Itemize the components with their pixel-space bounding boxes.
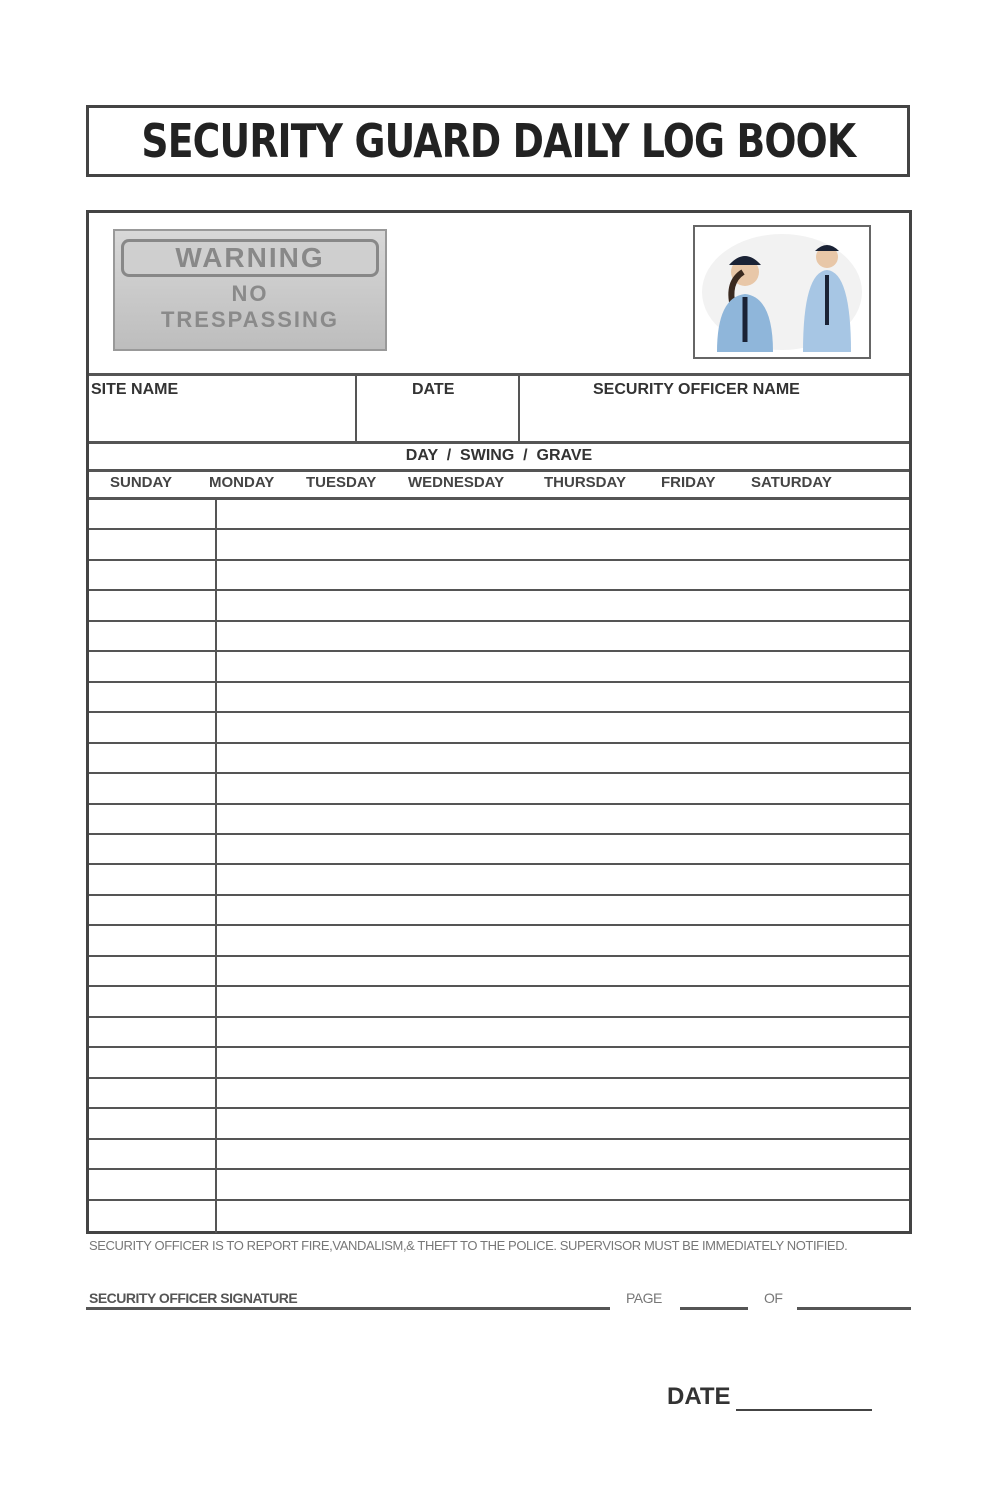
day-tuesday[interactable]: TUESDAY [306, 474, 377, 491]
table-row[interactable] [89, 652, 909, 682]
log-form [86, 210, 912, 1234]
table-row[interactable] [89, 1048, 909, 1078]
site-name-field[interactable] [91, 393, 353, 439]
warning-text: WARNING [121, 239, 379, 277]
day-friday[interactable]: FRIDAY [661, 474, 716, 491]
table-row[interactable] [89, 835, 909, 865]
date-field[interactable] [359, 393, 516, 439]
table-row[interactable] [89, 530, 909, 560]
table-row[interactable] [89, 713, 909, 743]
table-row[interactable] [89, 957, 909, 987]
day-monday[interactable]: MONDAY [209, 474, 275, 491]
table-row[interactable] [89, 1201, 909, 1231]
table-row[interactable] [89, 1109, 909, 1139]
total-pages-line[interactable] [797, 1307, 911, 1310]
day-wednesday[interactable]: WEDNESDAY [408, 474, 505, 491]
signature-label: SECURITY OFFICER SIGNATURE [89, 1290, 298, 1306]
table-row[interactable] [89, 774, 909, 804]
table-row[interactable] [89, 622, 909, 652]
bottom-date-line[interactable] [736, 1409, 872, 1411]
table-row[interactable] [89, 1079, 909, 1109]
table-row[interactable] [89, 1170, 909, 1200]
security-officers-photo [693, 225, 871, 359]
of-label: OF [764, 1290, 783, 1306]
bottom-date-label: DATE [667, 1383, 731, 1410]
reporting-note: SECURITY OFFICER IS TO REPORT FIRE,VANDALISM,& THEFT TO THE POLICE. SUPERVISOR MUST BE IMMEDIATELY NOTIFIED. [89, 1238, 848, 1253]
table-row[interactable] [89, 591, 909, 621]
table-row[interactable] [89, 805, 909, 835]
signature-line[interactable] [86, 1307, 610, 1310]
page-number-line[interactable] [680, 1307, 748, 1310]
day-saturday[interactable]: SATURDAY [751, 474, 832, 491]
table-row[interactable] [89, 866, 909, 896]
table-row[interactable] [89, 1018, 909, 1048]
shift-options[interactable]: DAY / SWING / GRAVE [405, 447, 593, 464]
table-row[interactable] [89, 561, 909, 591]
page-title: SECURITY GUARD DAILY LOG BOOK [141, 114, 855, 168]
officer-name-label: SECURITY OFFICER NAME [593, 381, 800, 398]
table-row[interactable] [89, 896, 909, 926]
table-row[interactable] [89, 987, 909, 1017]
date-label: DATE [412, 381, 455, 398]
page-label: PAGE [626, 1290, 662, 1306]
trespassing-text: TRESPASSING [160, 307, 340, 332]
table-row[interactable] [89, 500, 909, 530]
warning-sign-image [113, 229, 387, 351]
table-row[interactable] [89, 1140, 909, 1170]
table-row[interactable] [89, 744, 909, 774]
site-name-label: SITE NAME [91, 381, 179, 398]
officer-name-field[interactable] [522, 393, 907, 439]
day-thursday[interactable]: THURSDAY [544, 474, 626, 491]
no-text: NO [231, 281, 269, 306]
table-row[interactable] [89, 683, 909, 713]
day-sunday[interactable]: SUNDAY [110, 474, 172, 491]
table-row[interactable] [89, 926, 909, 956]
title-box [86, 105, 910, 177]
